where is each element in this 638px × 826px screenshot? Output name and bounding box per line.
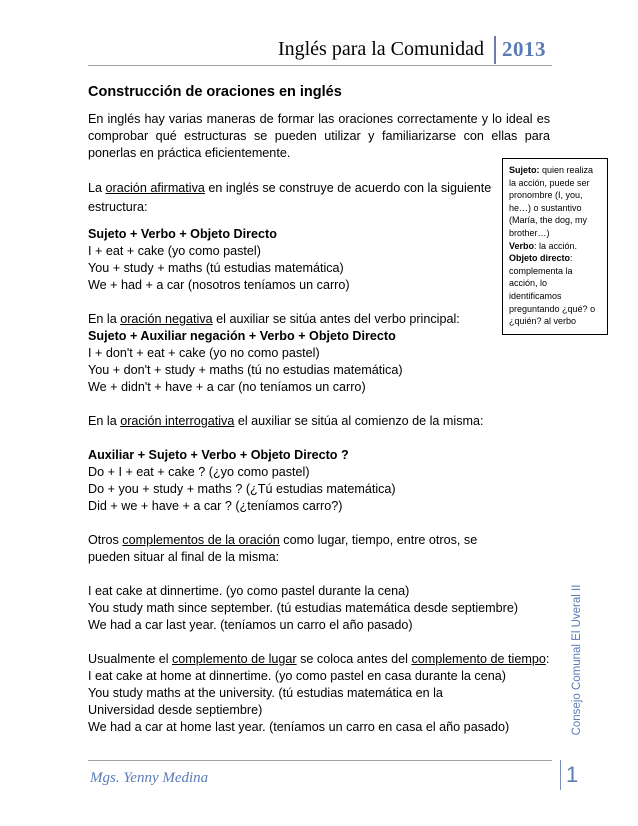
example-line: Did + we + have + a car ? (¿teníamos carro?) (88, 499, 343, 513)
example-line: We + didn't + have + a car (no teníamos un carro) (88, 380, 366, 394)
complements-intro: Otros complementos de la oración como lugar, tiempo, entre otros, se pueden situar al final de la misma: (88, 533, 478, 564)
main-content (88, 84, 550, 736)
example-line: You + don't + study + maths (tú no estudias matemática) (88, 363, 403, 377)
interrogative-intro: En la oración interrogativa el auxiliar se sitúa al comienzo de la misma: (88, 414, 484, 428)
affirmative-link: oración afirmativa (105, 181, 205, 195)
page-title: Construcción de oraciones en inglés (88, 84, 342, 100)
example-line: I eat cake at dinnertime. (yo como pastel durante la cena) (88, 584, 410, 598)
footer-rule (88, 760, 552, 761)
page-header (0, 36, 638, 66)
example-line: I + don't + eat + cake (yo no como pastel) (88, 346, 320, 360)
header-title: Inglés para la Comunidad (277, 38, 484, 60)
object-definition: Objeto directo: complementa la acción, lo identificamos preguntando ¿qué? o ¿quién? al verbo (509, 253, 596, 327)
intro-paragraph: En inglés hay varias maneras de formar las oraciones correctamente y lo ideal es comprobar qué estructuras se pueden utilizar y familiarizarse con ellas para ponerlas en práctica eficientemente. (88, 112, 550, 160)
example-line: We had a car at home last year. (teníamos un carro en casa el año pasado) (88, 720, 510, 734)
negative-link: oración negativa (120, 312, 213, 326)
place-complement-link: complemento de lugar (172, 652, 297, 666)
negative-intro: En la oración negativa el auxiliar se sitúa antes del verbo principal: (88, 312, 460, 326)
footer-divider (560, 760, 561, 790)
order-intro: Usualmente el complemento de lugar se coloca antes del complemento de tiempo: (88, 652, 550, 666)
time-complement-link: complemento de tiempo (411, 652, 546, 666)
council-name: Consejo Comunal El Uveral II (571, 584, 583, 736)
example-line: We had a car last year. (teníamos un carro el año pasado) (88, 618, 413, 632)
negative-formula: Sujeto + Auxiliar negación + Verbo + Objeto Directo (88, 329, 396, 343)
header-year: 2013 (502, 37, 546, 61)
example-line: We + had + a car (nosotros teníamos un carro) (88, 278, 350, 292)
page-number: 1 (566, 762, 579, 787)
complements-link: complementos de la oración (122, 533, 280, 547)
interrogative-link: oración interrogativa (120, 414, 235, 428)
affirmative-formula: Sujeto + Verbo + Objeto Directo (88, 227, 277, 241)
definitions-box (502, 158, 608, 335)
footer-author: Mgs. Yenny Medina (90, 770, 209, 786)
interrogative-formula: Auxiliar + Sujeto + Verbo + Objeto Directo ? (88, 448, 349, 462)
example-line: You + study + maths (tú estudias matemática) (88, 261, 344, 275)
example-line: You study maths at the university. (tú estudias matemática en la Universidad desde septiembre) (88, 686, 443, 717)
subject-definition: Sujeto: quien realiza la acción, puede ser pronombre (I, you, he…) o sustantivo (María, the dog, my brother…) (509, 165, 594, 238)
header-rule (88, 65, 552, 66)
example-line: I + eat + cake (yo como pastel) (88, 244, 261, 258)
side-vertical-label (562, 560, 592, 760)
example-line: Do + I + eat + cake ? (¿yo como pastel) (88, 465, 310, 479)
example-line: You study math since september. (tú estudias matemática desde septiembre) (88, 601, 519, 615)
example-line: Do + you + study + maths ? (¿Tú estudias matemática) (88, 482, 396, 496)
example-line: I eat cake at home at dinnertime. (yo como pastel en casa durante la cena) (88, 669, 506, 683)
header-divider (494, 36, 496, 64)
verb-definition: Verbo: la acción. (509, 240, 578, 251)
affirmative-intro: La oración afirmativa en inglés se construye de acuerdo con la siguiente estructura: (88, 181, 492, 214)
